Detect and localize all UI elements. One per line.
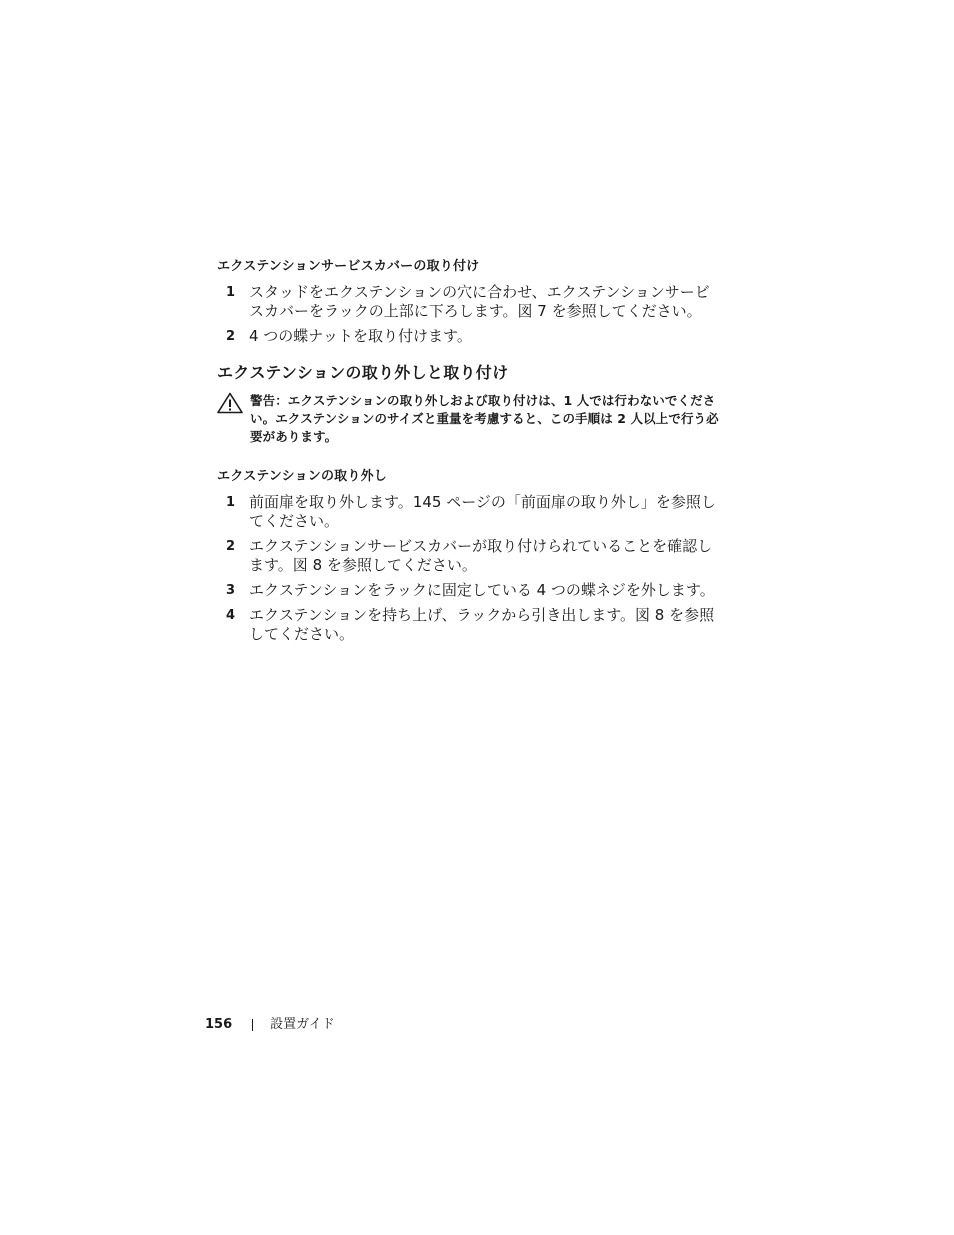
warning-notice xyxy=(217,392,722,446)
removal-heading: エクステンションの取り外し xyxy=(217,469,387,484)
page-number: 156 xyxy=(205,1017,233,1032)
step-text: スタッドをエクステンションの穴に合わせ、エクステンションサービスカバーをラックの上部に下ろします。図 7 を参照してください。 xyxy=(249,283,710,320)
step-text: 4 つの蝶ナットを取り付けます。 xyxy=(249,327,472,345)
step-number: 1 xyxy=(226,285,236,300)
step-number: 4 xyxy=(226,608,236,623)
warning-triangle-icon xyxy=(217,392,243,414)
section-title: エクステンションの取り外しと取り付け xyxy=(217,363,509,382)
footer-divider xyxy=(252,1019,253,1031)
page-content xyxy=(217,258,722,650)
step-number: 3 xyxy=(226,583,236,598)
document-title: 設置ガイド xyxy=(270,1017,335,1032)
warning-text: 警告：エクステンションの取り外しおよび取り付けは、1 人では行わないでください。エクステンションのサイズと重量を考慮すると、この手順は 2 人以上で行う必要があります。 xyxy=(250,393,719,444)
step-number: 2 xyxy=(226,329,236,344)
step-number: 2 xyxy=(226,539,236,554)
install-cover-heading: エクステンションサービスカバーの取り付け xyxy=(217,259,480,274)
removal-step xyxy=(217,537,722,575)
removal-step xyxy=(217,606,722,644)
install-step xyxy=(217,283,722,321)
install-step xyxy=(217,327,722,346)
removal-step xyxy=(217,581,722,600)
step-text: エクステンションを持ち上げ、ラックから引き出します。図 8 を参照してください。 xyxy=(249,606,715,643)
step-text: エクステンションをラックに固定している 4 つの蝶ネジを外します。 xyxy=(249,581,715,599)
step-text: 前面扉を取り外します。145 ページの「前面扉の取り外し」を参照してください。 xyxy=(249,493,716,530)
removal-step xyxy=(217,493,722,531)
step-text: エクステンションサービスカバーが取り付けられていることを確認します。図 8 を参照してください。 xyxy=(249,537,713,574)
page-footer xyxy=(205,1016,335,1034)
step-number: 1 xyxy=(226,495,236,510)
